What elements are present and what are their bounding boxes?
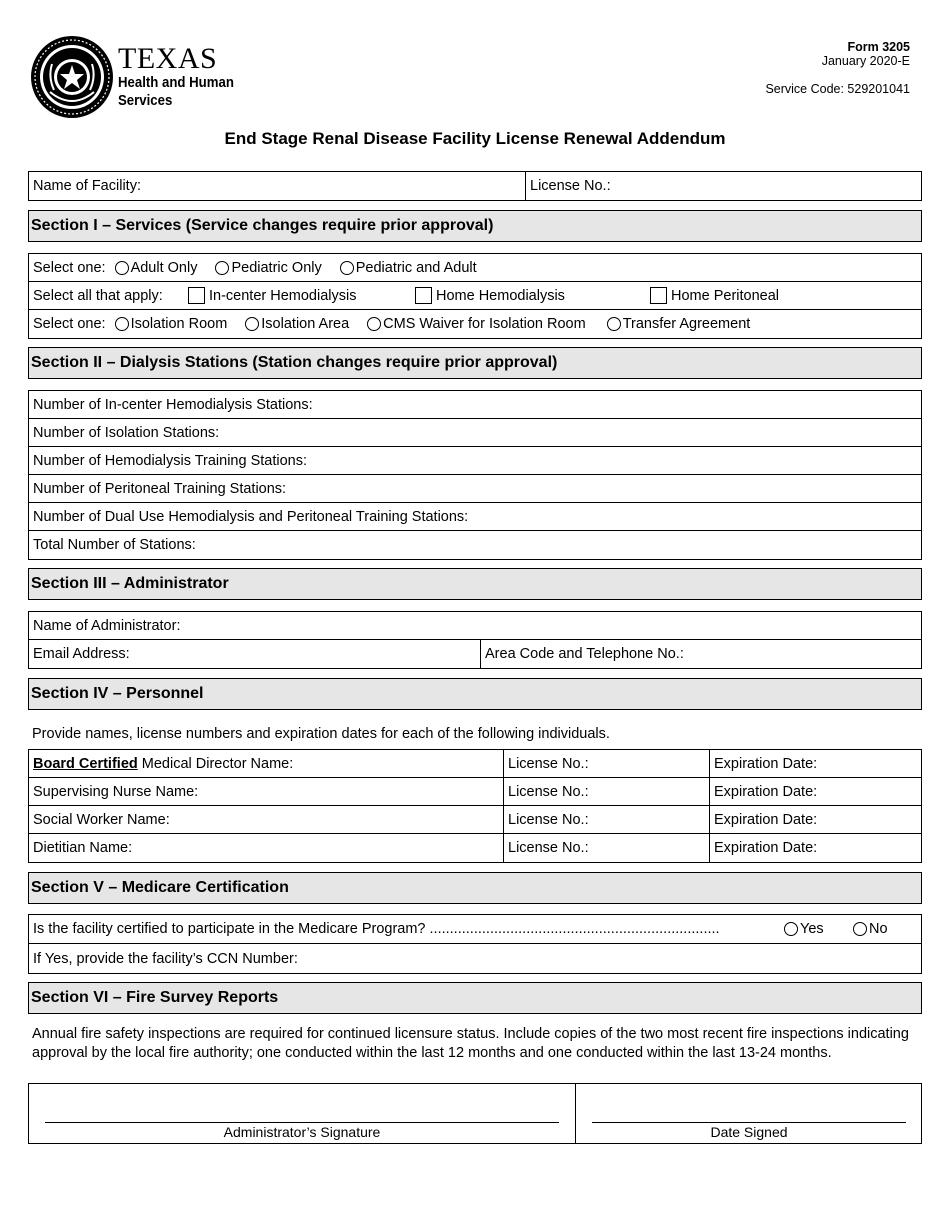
- radio-icon: [115, 317, 129, 331]
- section-5-heading: Section V – Medicare Certification: [28, 872, 922, 904]
- logo-subtitle-line2: Services: [118, 92, 173, 109]
- medical-director-name-field[interactable]: Board Certified Medical Director Name:: [33, 755, 294, 772]
- section-4-heading: Section IV – Personnel: [28, 678, 922, 710]
- checkbox-icon: [415, 287, 432, 304]
- isolation-room-radio[interactable]: Isolation Room: [115, 316, 228, 332]
- services-row1-label: Select one:: [33, 259, 106, 276]
- facility-license-field[interactable]: License No.:: [525, 172, 921, 200]
- date-signed-label: Date Signed: [710, 1124, 788, 1140]
- in-center-stations-field[interactable]: Number of In-center Hemodialysis Stations:: [33, 396, 313, 413]
- social-worker-expiration-field[interactable]: Expiration Date:: [709, 806, 921, 833]
- signature-label: Administrator’s Signature: [223, 1124, 381, 1140]
- texas-seal-icon: [30, 34, 114, 120]
- social-worker-name-field[interactable]: Social Worker Name:: [33, 811, 170, 828]
- page-title: End Stage Renal Disease Facility License Renewal Addendum: [224, 129, 726, 148]
- medical-director-license-field[interactable]: License No.:: [503, 750, 709, 777]
- total-stations-field[interactable]: Total Number of Stations:: [33, 537, 196, 553]
- radio-icon: [607, 317, 621, 331]
- date-line: [592, 1122, 906, 1123]
- form-number: Form 3205: [847, 40, 910, 54]
- radio-icon: [115, 261, 129, 275]
- medicare-yes-radio[interactable]: Yes: [784, 921, 824, 937]
- administrator-email-field[interactable]: Email Address:: [33, 646, 130, 662]
- administrator-table: [28, 611, 922, 669]
- radio-icon: [367, 317, 381, 331]
- isolation-area-radio[interactable]: Isolation Area: [245, 316, 349, 332]
- services-table: [28, 253, 922, 339]
- home-hemodialysis-checkbox[interactable]: Home Hemodialysis: [415, 287, 565, 304]
- radio-icon: [215, 261, 229, 275]
- administrator-phone-field[interactable]: Area Code and Telephone No.:: [480, 640, 921, 668]
- stations-table: [28, 390, 922, 560]
- pediatric-and-adult-radio[interactable]: Pediatric and Adult: [340, 260, 477, 276]
- dietitian-name-field[interactable]: Dietitian Name:: [33, 840, 133, 856]
- form-date: January 2020-E: [821, 54, 910, 68]
- transfer-agreement-radio[interactable]: Transfer Agreement: [607, 316, 751, 332]
- pediatric-only-radio[interactable]: Pediatric Only: [215, 260, 321, 276]
- radio-icon: [853, 922, 867, 936]
- logo-subtitle-line1: Health and Human: [118, 74, 234, 91]
- isolation-stations-field[interactable]: Number of Isolation Stations:: [33, 424, 220, 441]
- form-meta: [765, 40, 910, 96]
- date-signed-field[interactable]: [576, 1084, 921, 1143]
- signature-field[interactable]: [29, 1084, 576, 1143]
- medicare-question: Is the facility certified to participate in the Medicare Program? ........................................................................: [33, 921, 720, 937]
- section-3-heading: Section III – Administrator: [28, 568, 922, 600]
- supervising-nurse-name-field[interactable]: Supervising Nurse Name:: [33, 783, 199, 800]
- section-6-heading: Section VI – Fire Survey Reports: [28, 982, 922, 1014]
- services-row3-label: Select one:: [33, 316, 106, 332]
- table-row: [29, 750, 921, 778]
- fire-survey-paragraph: Annual fire safety inspections are required for continued licensure status. Include copies of the two most recent fire inspections indicating approval by the local fire authority; one conducted within the last 12 months and one conducted within the last 13-24 months.: [32, 1026, 909, 1061]
- home-peritoneal-checkbox[interactable]: Home Peritoneal: [650, 287, 779, 304]
- table-row: [29, 834, 921, 862]
- checkbox-icon: [650, 287, 667, 304]
- dietitian-expiration-field[interactable]: Expiration Date:: [709, 834, 921, 862]
- table-row: [29, 778, 921, 806]
- signature-table: [28, 1083, 922, 1144]
- signature-line: [45, 1122, 559, 1123]
- adult-only-radio[interactable]: Adult Only: [115, 260, 198, 276]
- table-row: [29, 806, 921, 834]
- checkbox-icon: [188, 287, 205, 304]
- in-center-hemodialysis-checkbox[interactable]: In-center Hemodialysis: [188, 287, 356, 304]
- facility-table: [28, 171, 922, 201]
- section-2-heading: Section II – Dialysis Stations (Station changes require prior approval): [28, 347, 922, 379]
- peritoneal-training-stations-field[interactable]: Number of Peritoneal Training Stations:: [33, 480, 287, 497]
- ccn-number-field[interactable]: If Yes, provide the facility’s CCN Number:: [33, 950, 298, 967]
- cms-waiver-radio[interactable]: CMS Waiver for Isolation Room: [367, 316, 586, 332]
- service-code: Service Code: 529201041: [765, 82, 910, 96]
- facility-name-field[interactable]: Name of Facility:: [33, 178, 141, 194]
- dual-use-stations-field[interactable]: Number of Dual Use Hemodialysis and Peritoneal Training Stations:: [33, 508, 469, 525]
- social-worker-license-field[interactable]: License No.:: [503, 806, 709, 833]
- personnel-table: [28, 749, 922, 863]
- medicare-no-radio[interactable]: No: [853, 921, 888, 937]
- texas-hhs-logo: [30, 34, 250, 120]
- medicare-table: [28, 914, 922, 974]
- dietitian-license-field[interactable]: License No.:: [503, 834, 709, 862]
- supervising-nurse-license-field[interactable]: License No.:: [503, 778, 709, 805]
- radio-icon: [245, 317, 259, 331]
- personnel-intro: Provide names, license numbers and expiration dates for each of the following individuals.: [32, 726, 610, 742]
- logo-texas-text: TEXAS: [118, 42, 218, 75]
- board-certified-label: Board Certified: [33, 755, 138, 772]
- supervising-nurse-expiration-field[interactable]: Expiration Date:: [709, 778, 921, 805]
- hemodialysis-training-stations-field[interactable]: Number of Hemodialysis Training Stations:: [33, 452, 308, 469]
- section-1-heading: Section I – Services (Service changes require prior approval): [28, 210, 922, 242]
- radio-icon: [784, 922, 798, 936]
- administrator-name-field[interactable]: Name of Administrator:: [33, 617, 181, 634]
- medical-director-expiration-field[interactable]: Expiration Date:: [709, 750, 921, 777]
- services-row2-label: Select all that apply:: [33, 287, 163, 304]
- radio-icon: [340, 261, 354, 275]
